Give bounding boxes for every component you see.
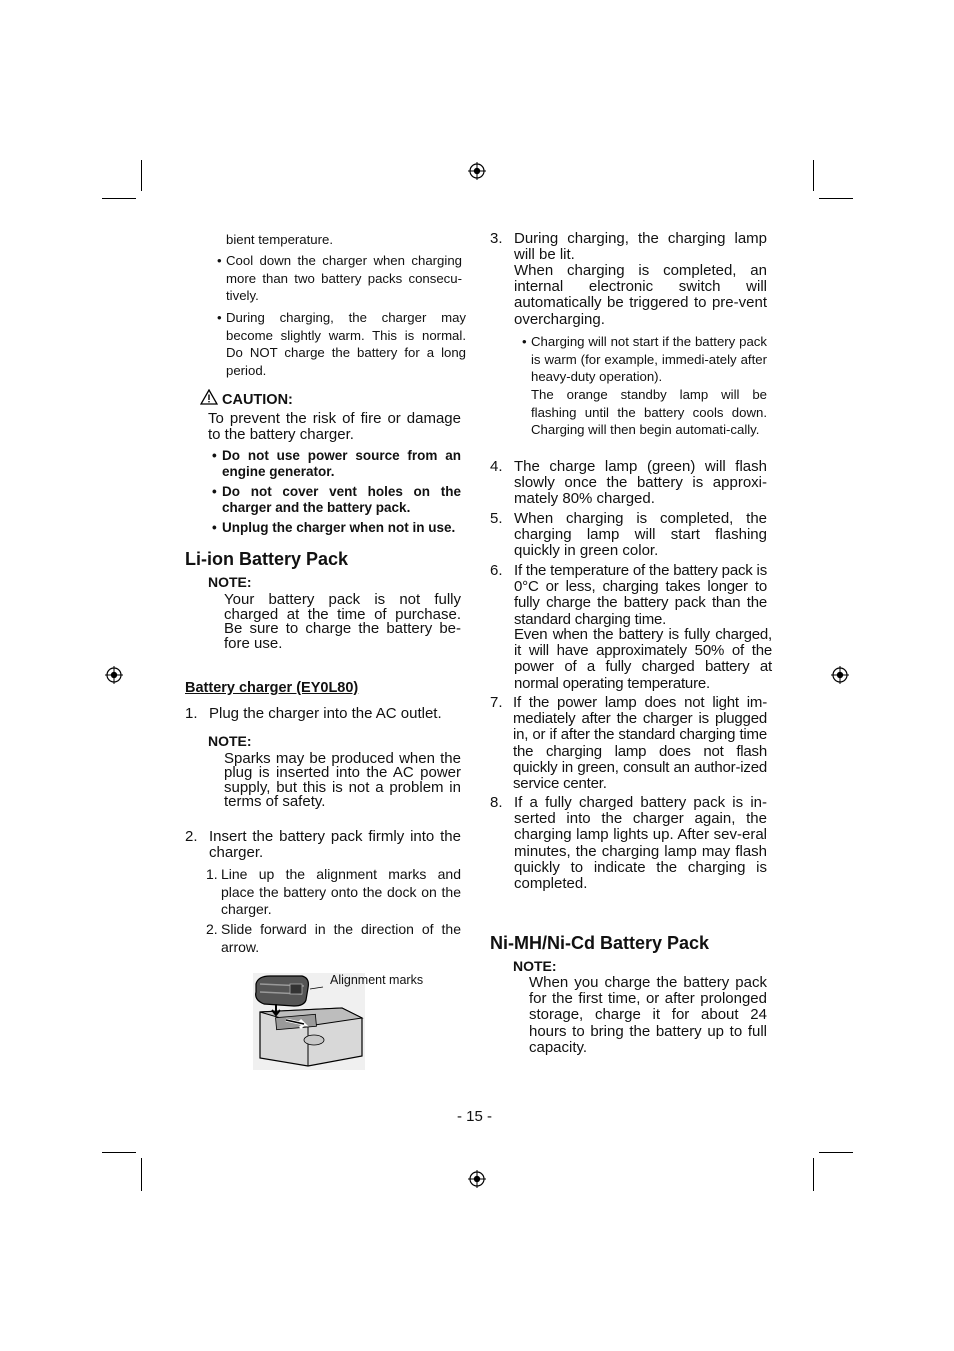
step-number: 6. [490,562,503,579]
charger-note-text: Sparks may be produced when the plug is inserted into the AC power supply, but this is not a problem in terms of safety. [224,750,461,811]
step-number: 5. [490,510,503,527]
bullet-dot: • [212,520,217,535]
bullet-cool-down: Cool down the charger when charging more than two battery packs consecu-tively. [226,253,462,304]
liion-note-text: Your battery pack is not fully charged at the time of purchase. Be sure to charge the battery be-fore use. [224,591,461,652]
charger-heading: Battery charger (EY0L80) [185,680,359,696]
step5-text: When charging is completed, the charging lamp will start flashing quickly in green color. [514,510,767,560]
warning-triangle-icon [200,389,218,405]
crop-mark [813,1158,814,1191]
liion-note-label: NOTE: [208,574,252,590]
caution-bullet-vent: Do not cover vent holes on the charger and the battery pack. [222,484,461,515]
step-number: 8. [490,794,503,811]
substep-number: 2. [206,921,218,937]
nimh-note-text: When you charge the battery pack for the first time, or after prolonged storage, charge it for about 24 hours to bring the battery up to full capacity. [529,974,767,1056]
substep-number: 1. [206,866,218,882]
step4-text: The charge lamp (green) will flash slowly once the battery is approxi-mately 80% charged. [514,458,767,508]
caution-title: CAUTION: [222,392,293,408]
step-number: 3. [490,230,503,247]
bullet-dot: • [217,310,222,325]
substep1-text: Line up the alignment marks and place the battery onto the dock on the charger. [221,866,461,918]
bullet-dot: • [217,253,222,268]
intro-continuation: bient temperature. [226,232,334,247]
crop-mark [141,1158,142,1191]
liion-heading: Li-ion Battery Pack [185,549,349,569]
crop-mark [819,1152,853,1153]
step-number: 2. [185,828,198,845]
step3-text: During charging, the charging lamp will be lit. [514,230,767,264]
crop-mark [102,1152,136,1153]
step3-bullet-extra: The orange standby lamp will be flashing until the battery cools down. Charging will then begin automati-cally. [531,387,767,438]
bullet-dot: • [522,334,527,349]
nimh-note-label: NOTE: [513,958,557,974]
crop-mark [141,160,142,191]
figure-label-alignment-marks: Alignment marks [330,973,424,987]
step7-text: If the power lamp does not light im-mediately after the charger is plugged in, or if after the standard charging time the charging lamp does not flash quickly in green, consult an author-ized service center. [513,694,767,793]
registration-mark-icon [105,666,123,684]
step1-text: Plug the charger into the AC outlet. [209,705,442,722]
bullet-warm: During charging, the charger may become slightly warm. This is normal. Do NOT charge the battery for a long period. [226,310,466,378]
step6-extra: Even when the battery is fully charged, it will have approximately 50% of the power of a fully charged battery at normal operating temperature. [514,626,772,692]
step6-text: If the temperature of the battery pack is 0°C or less, charging takes longer to fully charge the battery pack than the standard charging time. [514,562,767,628]
step-number: 1. [185,705,198,722]
registration-mark-icon [468,1170,486,1188]
bullet-dot: • [212,484,217,499]
caution-text: To prevent the risk of fire or damage to the battery charger. [208,410,461,444]
substep2-text: Slide forward in the direction of the arrow. [221,921,461,955]
registration-mark-icon [468,162,486,180]
caution-bullet-unplug: Unplug the charger when not in use. [222,520,456,535]
nimh-heading: Ni-MH/Ni-Cd Battery Pack [490,933,710,953]
crop-mark [102,198,136,199]
caution-bullet-generator: Do not use power source from an engine generator. [222,448,461,479]
step-number: 4. [490,458,503,475]
step3-bullet: Charging will not start if the battery pack is warm (for example, immedi-ately after heavy-duty operation). [531,334,767,385]
registration-mark-icon [831,666,849,684]
page-number: - 15 - [457,1108,493,1125]
charger-note-label: NOTE: [208,733,252,749]
bullet-dot: • [212,448,217,463]
crop-mark [819,198,853,199]
step3-extra: When charging is completed, an internal electronic switch will automatically be triggered to pre-vent overcharging. [514,262,767,328]
step8-text: If a fully charged battery pack is in-serted into the charger again, the charging lamp lights up. After sev-eral minutes, the charging lamp may flash quickly to indicate the charging is completed. [514,794,767,893]
step-number: 7. [490,694,503,711]
step2-text: Insert the battery pack firmly into the charger. [209,828,461,862]
crop-mark [813,160,814,191]
